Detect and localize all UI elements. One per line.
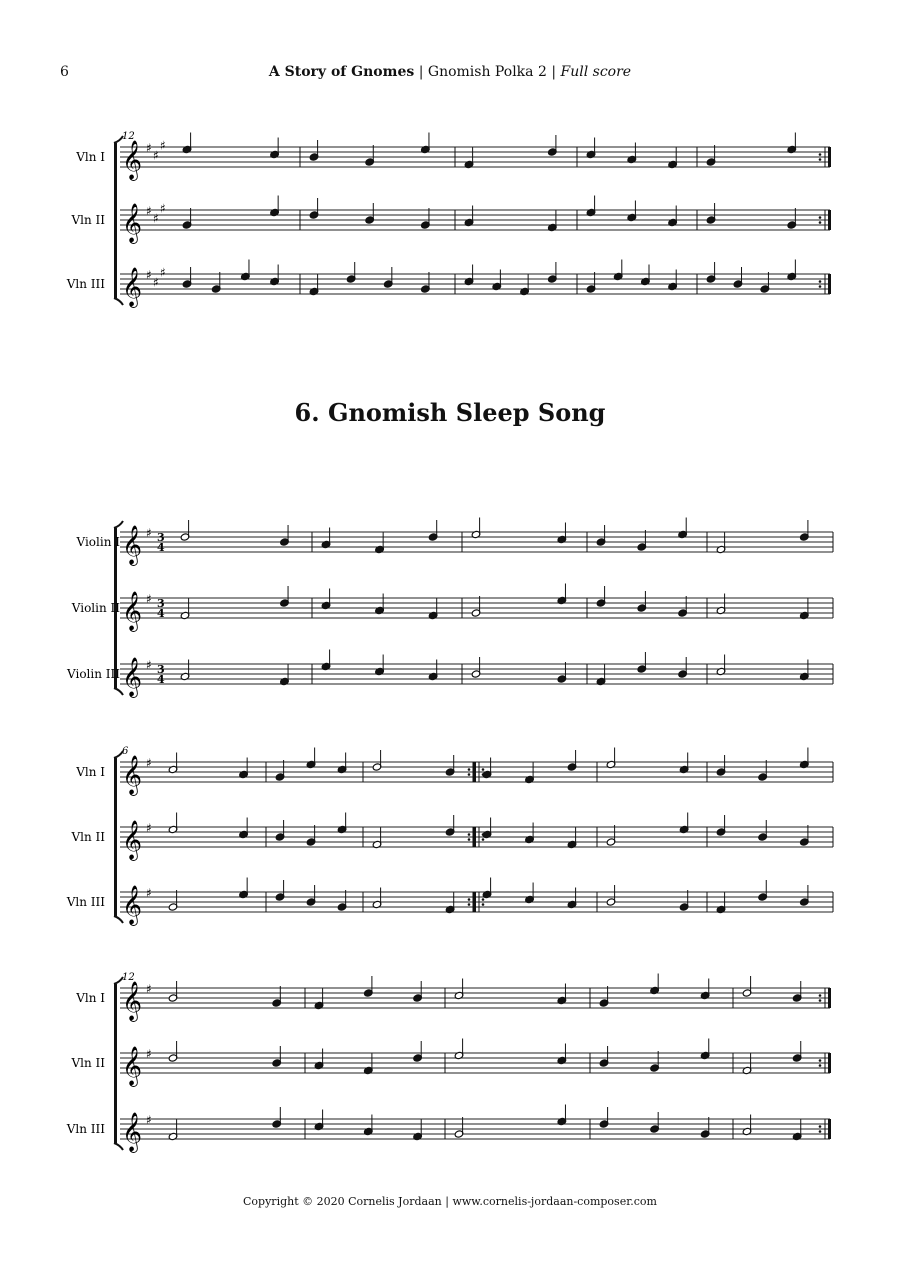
repeat-dot [819, 994, 822, 997]
barline-thick [473, 892, 476, 912]
repeat-dot [819, 221, 822, 224]
part-label: Vln II [71, 1056, 105, 1070]
repeat-dot [819, 153, 822, 156]
barline-thick [473, 762, 476, 782]
time-signature-numerator: 3 [157, 597, 165, 610]
part-label: Vln I [76, 150, 105, 164]
sharp-icon: ♯ [146, 886, 152, 900]
header-part: Full score [560, 64, 632, 80]
system-bracket [114, 984, 117, 1143]
sharp-icon: ♯ [146, 1047, 152, 1061]
sharp-icon: ♯ [146, 982, 152, 996]
sharp-icon: ♯ [146, 141, 152, 155]
system [66, 972, 831, 1153]
sharp-icon: ♯ [153, 211, 159, 226]
treble-clef-icon: 𝄞 [122, 885, 143, 925]
repeat-dot [468, 898, 471, 901]
repeat-dot [468, 773, 471, 776]
repeat-dot [468, 833, 471, 836]
repeat-dot [819, 1064, 822, 1067]
time-signature-denominator: 4 [157, 673, 165, 686]
part-label: Vln I [76, 991, 105, 1005]
barline-thick [828, 1119, 831, 1139]
repeat-dot [482, 768, 485, 771]
part-label: Vln III [66, 277, 105, 291]
repeat-dot [482, 898, 485, 901]
sharp-icon: ♯ [146, 756, 152, 770]
system-bracket [114, 143, 117, 298]
barline-thick [828, 210, 831, 230]
part-label: Vln III [66, 895, 105, 909]
barline-thick [473, 827, 476, 847]
sharp-icon: ♯ [160, 138, 166, 153]
barline-thick [828, 147, 831, 167]
treble-clef-icon: 𝄞 [122, 981, 143, 1021]
time-signature-denominator: 4 [157, 541, 165, 554]
sharp-icon: ♯ [146, 592, 152, 606]
sharp-icon: ♯ [146, 268, 152, 282]
repeat-dot [819, 1125, 822, 1128]
repeat-dot [819, 158, 822, 161]
part-label: Vln II [71, 213, 105, 227]
page-number: 6 [60, 64, 69, 80]
part-label: Vln III [66, 1122, 105, 1136]
time-signature-numerator: 3 [157, 663, 165, 676]
treble-clef-icon: 𝄞 [122, 1046, 143, 1086]
repeat-dot [819, 285, 822, 288]
footer-copyright: Copyright © 2020 Cornelis Jordaan [243, 1195, 442, 1208]
repeat-dot [819, 216, 822, 219]
header-title: A Story of Gnomes [268, 64, 415, 80]
treble-clef-icon: 𝄞 [122, 657, 143, 697]
repeat-dot [819, 999, 822, 1002]
treble-clef-icon: 𝄞 [122, 820, 143, 860]
sharp-icon: ♯ [146, 204, 152, 218]
sharp-icon: ♯ [160, 265, 166, 280]
sharp-icon: ♯ [153, 148, 159, 163]
treble-clef-icon: 𝄞 [122, 140, 143, 180]
repeat-dot [482, 838, 485, 841]
time-signature-numerator: 3 [157, 531, 165, 544]
system-bracket [114, 758, 117, 916]
header-separator: | [418, 64, 424, 80]
part-label: Violin II [71, 601, 120, 615]
header-separator: | [551, 64, 557, 80]
repeat-dot [819, 280, 822, 283]
repeat-dot [468, 838, 471, 841]
sharp-icon: ♯ [146, 1113, 152, 1127]
sharp-icon: ♯ [160, 201, 166, 216]
barline-thick [828, 274, 831, 294]
repeat-dot [819, 1059, 822, 1062]
footer [0, 1195, 900, 1208]
footer-website: www.cornelis-jordaan-composer.com [452, 1195, 657, 1208]
repeat-dot [482, 903, 485, 906]
treble-clef-icon: 𝄞 [122, 267, 143, 307]
footer-separator: | [445, 1195, 449, 1208]
system [66, 131, 831, 308]
part-label: Vln II [71, 830, 105, 844]
measure-number: 12 [122, 972, 135, 983]
part-label: Vln I [76, 765, 105, 779]
part-label: Violin I [76, 535, 120, 549]
part-label: Violin III [67, 667, 120, 681]
repeat-dot [819, 1130, 822, 1133]
measure-number: 6 [122, 746, 129, 757]
treble-clef-icon: 𝄞 [122, 755, 143, 795]
treble-clef-icon: 𝄞 [122, 525, 143, 565]
sharp-icon: ♯ [146, 658, 152, 672]
treble-clef-icon: 𝄞 [122, 203, 143, 243]
repeat-dot [468, 768, 471, 771]
sharp-icon: ♯ [146, 526, 152, 540]
sharp-icon: ♯ [146, 821, 152, 835]
header-subtitle: Gnomish Polka 2 [427, 64, 547, 80]
treble-clef-icon: 𝄞 [122, 1112, 143, 1152]
time-signature-denominator: 4 [157, 607, 165, 620]
measure-number: 12 [122, 131, 135, 142]
treble-clef-icon: 𝄞 [122, 591, 143, 631]
sharp-icon: ♯ [153, 275, 159, 290]
barline-thick [828, 1053, 831, 1073]
repeat-dot [468, 903, 471, 906]
piece-title: 6. Gnomish Sleep Song [294, 398, 606, 427]
barline-thick [828, 988, 831, 1008]
